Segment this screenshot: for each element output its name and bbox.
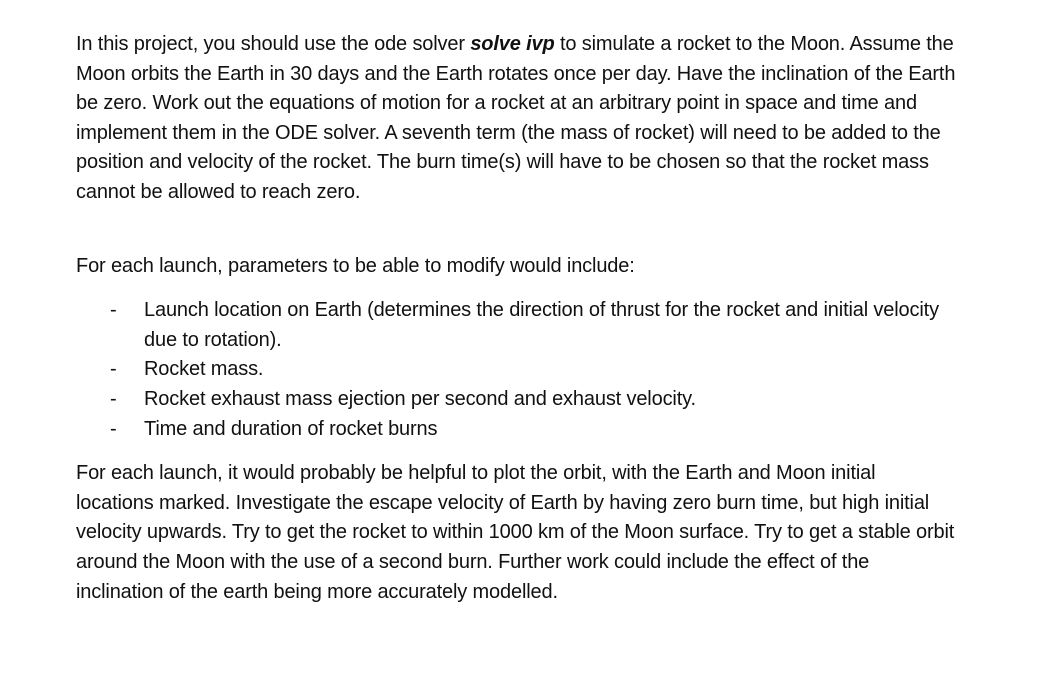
- intro-paragraph: [76, 30, 956, 208]
- list-item-text: Rocket mass.: [144, 358, 264, 381]
- list-item-text: Launch location on Earth (determines the direction of thrust for the rocket and initial velocity due to rotation).: [144, 299, 939, 351]
- list-item-text: Rocket exhaust mass ejection per second and exhaust velocity.: [144, 387, 696, 410]
- document-body: [76, 30, 956, 607]
- parameters-lead: For each launch, parameters to be able to modify would include:: [76, 254, 635, 277]
- intro-text-end: to simulate a rocket to the Moon. Assume the Moon orbits the Earth in 30 days and the Earth rotates once per day. Have the inclination of the Earth be zero. Work out the equations of motion for a rocket at an arbitrary point in space and time and implement them in the ODE solver. A seventh term (the mass of rocket) will need to be added to the position and velocity of the rocket. The burn time(s) will have to be chosen so that the rocket mass cannot be allowed to reach zero.: [76, 33, 956, 203]
- parameters-list: [76, 296, 956, 444]
- closing-paragraph: For each launch, it would probably be helpful to plot the orbit, with the Earth and Moon initial locations marked. Investigate the escape velocity of Earth by having zero burn time, but high initial velocity upwards. Try to get the rocket to within 1000 km of the Moon surface. Try to get a stable orbit around the Moon with the use of a second burn. Further work could include the effect of the inclination of the earth being more accurately modelled.: [76, 462, 955, 603]
- bullet-dash: -: [110, 387, 117, 410]
- list-item: [76, 385, 956, 415]
- bullet-dash: -: [110, 417, 117, 440]
- list-item: [76, 296, 956, 355]
- list-item: [76, 355, 956, 385]
- bullet-dash: -: [110, 358, 117, 381]
- list-item: [76, 415, 956, 445]
- intro-text-start: In this project, you should use the ode solver: [76, 33, 471, 55]
- bullet-dash: -: [110, 299, 117, 322]
- solver-name-emphasis: solve ivp: [470, 33, 555, 55]
- list-item-text: Time and duration of rocket burns: [144, 417, 438, 440]
